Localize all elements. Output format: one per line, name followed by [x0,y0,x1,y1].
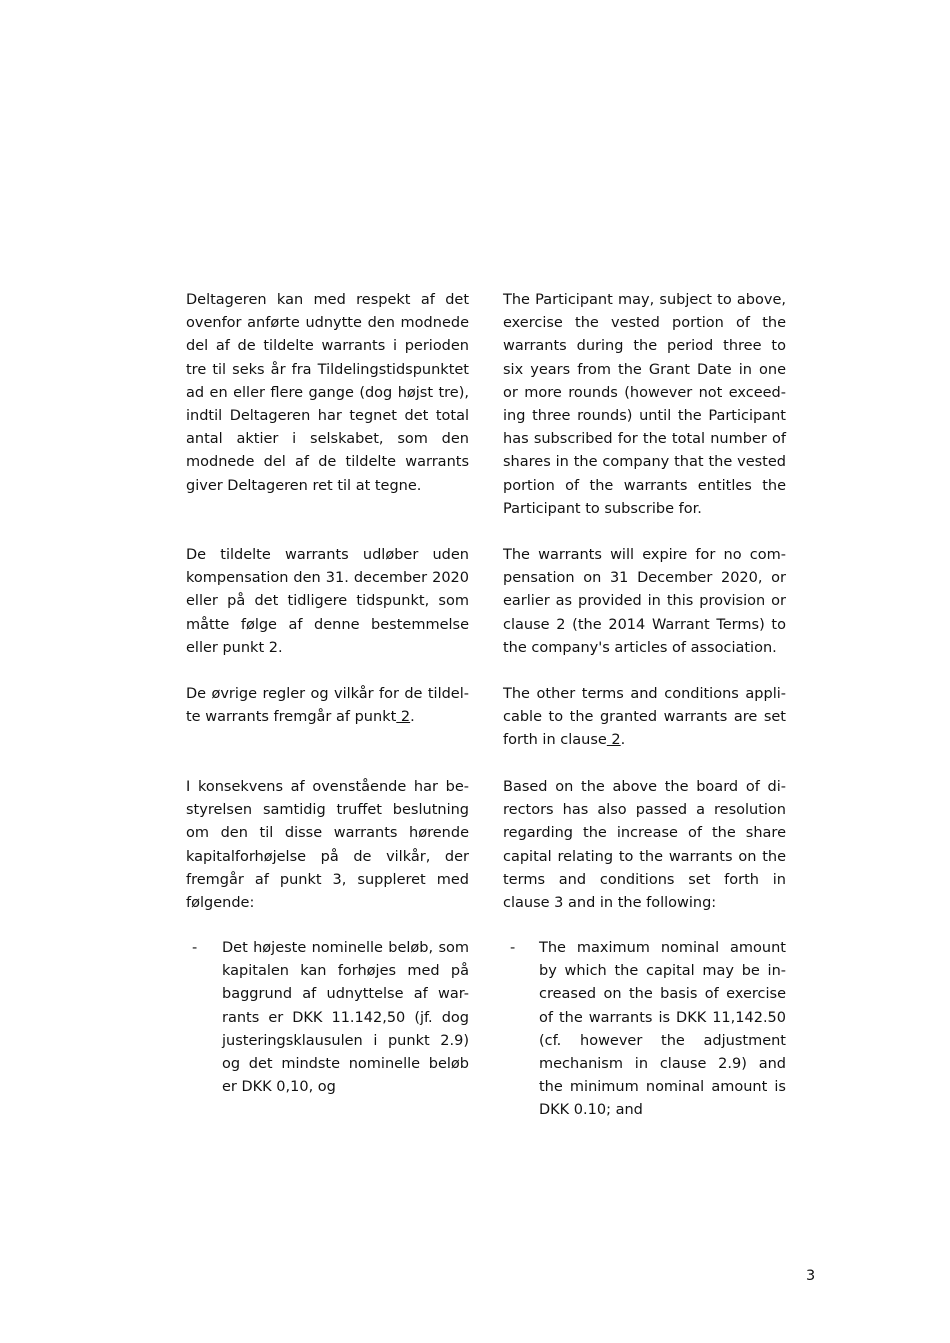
paragraph-4-english [503,776,786,915]
text-line: ing three rounds) until the Participant [503,408,786,425]
paragraph-4-danish [186,776,469,915]
text-line: Det højeste nominelle beløb, som [222,940,469,956]
text-line: kapitalen kan forhøjes med på [222,963,469,980]
bullet-dash-danish: - [192,940,198,956]
bullet-item-danish [222,937,469,1099]
text-segment: forth in clause [503,732,607,749]
paragraph-1-danish [186,289,469,498]
text-line: og det mindste nominelle beløb [222,1056,469,1073]
text-line: følgende: [186,895,255,912]
text-line: portion of the warrants entitles the [503,477,786,494]
text-line: styrelsen samtidig truffet beslutning [186,802,469,819]
text-line: has subscribed for the total number of [503,431,786,448]
text-line: Participant to subscribe for. [503,500,702,517]
text-line: terms and conditions set forth in [503,871,786,888]
text-line: justeringsklausulen i punkt 2.9) [222,1032,469,1049]
text-line: the minimum nominal amount is [539,1079,786,1096]
text-line: Deltageren kan med respekt af det [186,292,469,308]
text-line: mechanism in clause 2.9) and [539,1056,786,1073]
text-line: fremgår af punkt 3, suppleret med [186,871,469,888]
text-line: kapitalforhøjelse på de vilkår, der [186,848,469,865]
text-line: I konsekvens af ovenstående har be- [186,779,469,795]
text-line: modnede del af de tildelte warrants [186,454,469,471]
text-line: regarding the increase of the share [503,825,786,842]
text-line: by which the capital may be in- [539,963,786,980]
text-line: The maximum nominal amount [539,940,786,956]
clause-reference: 2 [396,709,411,726]
text-line: er DKK 0,10, og [222,1079,336,1096]
text-line: DKK 0.10; and [539,1102,643,1119]
text-line: ovenfor anførte udnytte den modnede [186,315,469,332]
text-line: De tildelte warrants udløber uden [186,547,469,563]
text-line: måtte følge af denne bestemmelse [186,616,469,633]
paragraph-1-english [503,289,786,521]
text-line: del af de tildelte warrants i perioden [186,338,469,355]
text-line: baggrund af udnyttelse af war- [222,986,469,1003]
text-line: cable to the granted warrants are set [503,709,786,726]
text-line: pensation on 31 December 2020, or [503,570,786,587]
paragraph-3-danish [186,683,469,729]
paragraph-2-english [503,544,786,660]
text-line: creased on the basis of exercise [539,986,786,1003]
text-line: or more rounds (however not exceed- [503,384,786,401]
text-line: The other terms and conditions appli- [503,686,786,702]
text-line: kompensation den 31. december 2020 [186,570,469,587]
paragraph-3-english [503,683,786,753]
text-line: exercise the vested portion of the [503,315,786,332]
text-line: ad en eller flere gange (dog højst tre), [186,384,469,401]
text-line: the company's articles of association. [503,639,777,656]
text-line: six years from the Grant Date in one [503,361,786,378]
text-line: shares in the company that the vested [503,454,786,471]
text-segment: . [620,732,626,749]
page-number: 3 [806,1268,816,1284]
text-line: of the warrants is DKK 11,142.50 [539,1009,786,1026]
text-line: eller punkt 2. [186,639,283,656]
text-line: Based on the above the board of di- [503,779,786,795]
text-line: (cf. however the adjustment [539,1032,786,1049]
text-line [186,706,469,729]
text-line: clause 3 and in the following: [503,895,717,912]
text-line: om den til disse warrants hørende [186,825,469,842]
text-line: The warrants will expire for no com- [503,547,786,563]
text-line: rants er DKK 11.142,50 (jf. dog [222,1009,469,1026]
text-line: antal aktier i selskabet, som den [186,431,469,448]
bullet-dash-english: - [510,940,516,956]
text-line: giver Deltageren ret til at tegne. [186,477,422,494]
text-line: earlier as provided in this provision or [503,593,786,610]
paragraph-2-danish [186,544,469,660]
text-line: capital relating to the warrants on the [503,848,786,865]
text-line: warrants during the period three to [503,338,786,355]
clause-reference: 2 [606,732,621,749]
bullet-item-english [539,937,786,1123]
text-line: rectors has also passed a resolution [503,802,786,819]
text-line: clause 2 (the 2014 Warrant Terms) to [503,616,786,633]
text-segment: . [410,709,415,726]
text-line [503,729,786,752]
text-line: eller på det tidligere tidspunkt, som [186,593,469,610]
text-line: The Participant may, subject to above, [503,292,786,308]
text-line: De øvrige regler og vilkår for de tildel- [186,686,469,702]
text-line: indtil Deltageren har tegnet det total [186,408,469,425]
text-segment: te warrants fremgår af punkt [186,709,397,726]
text-line: tre til seks år fra Tildelingstidspunktet [186,361,469,378]
